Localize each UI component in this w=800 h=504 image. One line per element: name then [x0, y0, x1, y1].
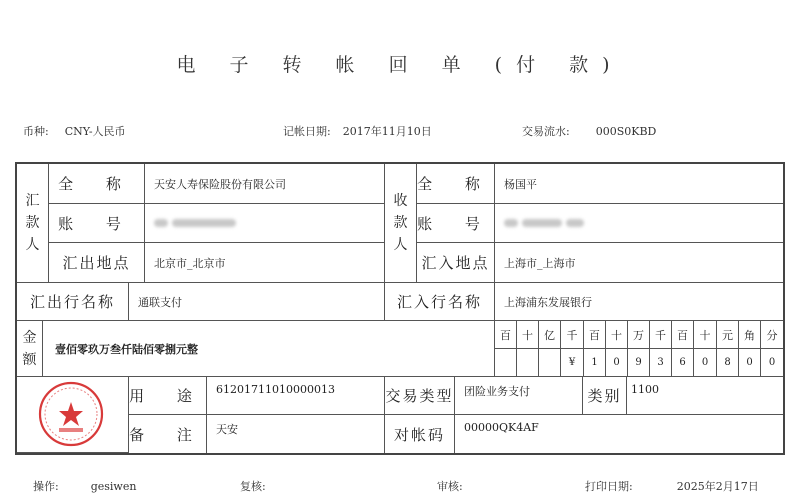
amount-digit-cell: 6: [672, 349, 694, 377]
amount-unit-cell: 十: [517, 321, 539, 349]
redacted-mark: [172, 219, 236, 227]
redacted-mark: [566, 219, 584, 227]
operator-label: 操作:: [33, 480, 59, 493]
in-bank-label: 汇入行名称: [385, 283, 495, 321]
operator-info: [33, 478, 136, 494]
in-bank-value: 上海浦东发展银行: [495, 283, 783, 321]
document-title: 电 子 转 帐 回 单 (付 款): [176, 54, 624, 76]
amount-unit-cell: 角: [739, 321, 761, 349]
category-label: 类别: [583, 377, 627, 415]
amount-unit-cell: 亿: [539, 321, 561, 349]
operator-value: gesiwen: [90, 480, 137, 493]
amount-digit-cell: 0: [761, 349, 783, 377]
amount-digit-cell: 0: [694, 349, 717, 377]
amount-digit-cell: ¥: [561, 349, 584, 377]
amount-unit-cell: 百: [584, 321, 606, 349]
payer-location-label: 汇出地点: [49, 243, 145, 283]
redacted-mark: [522, 219, 562, 227]
redacted-mark: [154, 219, 168, 227]
payer-group-label: 汇款人: [17, 164, 49, 283]
amount-digit-cell: 0: [606, 349, 628, 377]
out-bank-value: 通联支付: [129, 283, 385, 321]
tx-type-value: 团险业务支付: [455, 377, 583, 415]
payer-location-value: 北京市_北京市: [145, 243, 385, 283]
amount-digit-cell: [539, 349, 561, 377]
amount-digit-cell: [495, 349, 517, 377]
amount-digit-cell: 8: [717, 349, 739, 377]
amount-digit-cell: 9: [628, 349, 650, 377]
payee-location-label: 汇入地点: [417, 243, 495, 283]
print-date-label: 打印日期:: [585, 480, 633, 493]
amount-unit-cell: 百: [495, 321, 517, 349]
amount-unit-cell: 千: [561, 321, 584, 349]
review-label: 复核:: [240, 480, 266, 493]
remark-value: 天安: [207, 415, 385, 453]
serial-info: [522, 123, 656, 139]
out-bank-label: 汇出行名称: [17, 283, 129, 321]
date-info: [283, 123, 432, 139]
print-date-value: 2025年2月17日: [676, 480, 759, 493]
payee-name-value: 杨国平: [495, 164, 783, 204]
seal-star-icon: [59, 402, 83, 426]
serial-value: 000S0KBD: [595, 125, 657, 138]
amount-unit-cell: 万: [628, 321, 650, 349]
payer-account-label: 账 号: [49, 204, 145, 243]
amount-in-words: 壹佰零玖万叁仟陆佰零捌元整: [43, 321, 495, 377]
amount-label: 金额: [17, 321, 43, 377]
payee-group-label: 收款人: [385, 164, 417, 283]
remark-label: 备 注: [129, 415, 207, 453]
print-date-info: [585, 478, 759, 494]
currency-value: CNY-人民币: [64, 125, 126, 138]
check-code-value: 00000QK4AF: [464, 421, 539, 434]
purpose-label: 用 途: [129, 377, 207, 415]
amount-digit-cell: 3: [650, 349, 672, 377]
date-value: 2017年11月10日: [342, 125, 432, 138]
audit-label: 审核:: [437, 480, 463, 493]
payer-name-label: 全 称: [49, 164, 145, 204]
payee-account-value: [495, 204, 783, 243]
payee-name-label: 全 称: [417, 164, 495, 204]
amount-digit-cell: 1: [584, 349, 606, 377]
payer-name-value: 天安人寿保险股份有限公司: [145, 164, 385, 204]
currency-info: [23, 123, 126, 139]
amount-unit-cell: 元: [717, 321, 739, 349]
redacted-mark: [504, 219, 518, 227]
amount-unit-cell: 分: [761, 321, 783, 349]
category-value: 1100: [627, 377, 783, 415]
bank-seal-stamp: [37, 380, 105, 448]
serial-label: 交易流水:: [522, 125, 570, 138]
check-code-label: 对帐码: [385, 415, 455, 453]
payee-account-label: 账 号: [417, 204, 495, 243]
amount-unit-cell: 十: [694, 321, 717, 349]
date-label: 记帐日期:: [283, 125, 331, 138]
seal-text-band: [59, 428, 83, 432]
currency-label: 币种:: [23, 125, 49, 138]
amount-digit-cell: 0: [739, 349, 761, 377]
payer-account-value: [145, 204, 385, 243]
tx-type-label: 交易类型: [385, 377, 455, 415]
amount-digit-cell: [517, 349, 539, 377]
purpose-value: 61201711010000013: [207, 377, 385, 415]
voucher-table: [15, 162, 785, 455]
amount-unit-cell: 十: [606, 321, 628, 349]
amount-unit-cell: 百: [672, 321, 694, 349]
amount-unit-cell: 千: [650, 321, 672, 349]
payee-location-value: 上海市_上海市: [495, 243, 783, 283]
